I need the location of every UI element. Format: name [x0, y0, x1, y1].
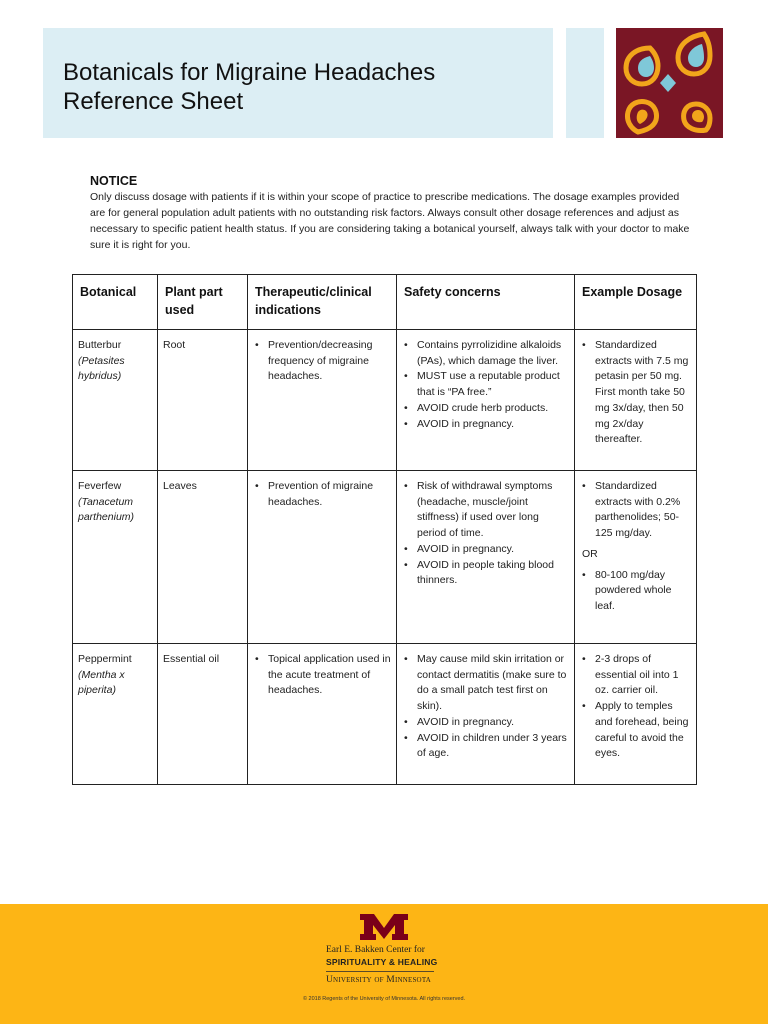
list-item: • AVOID in pregnancy. [402, 715, 569, 731]
list-item: • AVOID in pregnancy. [402, 542, 569, 558]
cell-botanical [73, 644, 158, 785]
cell-indications [248, 471, 397, 644]
page-title-line-1: Botanicals for Migraine Headaches [63, 59, 436, 86]
list-item: • Prevention/decreasing frequency of migraine headaches. [253, 338, 391, 385]
botanical-name: Peppermint [78, 653, 132, 665]
list-item: • May cause mild skin irritation or contact dermatitis (make sure to do a small patch test first on skin). [402, 652, 569, 715]
cell-plant-part: Essential oil [158, 644, 248, 785]
list-item: • Standardized extracts with 7.5 mg petasin per 50 mg. First month take 50 mg 3x/day, then 50 mg 2x/day thereafter. [580, 338, 691, 448]
botanical-name: Feverfew [78, 480, 122, 492]
title-banner [43, 28, 553, 138]
notice-section [90, 174, 690, 253]
list-item: • AVOID in people taking blood thinners. [402, 558, 569, 589]
column-header-botanical: Botanical [73, 275, 158, 330]
university-m-logo-icon [358, 912, 410, 947]
scientific-name: (Petasites hybridus) [78, 354, 125, 383]
column-header-plant-part: Plant part used [158, 275, 248, 330]
cell-dosage [575, 471, 697, 644]
notice-body: Only discuss dosage with patients if it is within your scope of practice to prescribe medications. The dosage examples provided are for general population adult patients with no outstanding risk factors. Always consult other dosage references and adjust as necessary to specific patient health status. If you are considering taking a botanical yourself, always talk with your doctor to make sure it is right for you. [90, 191, 690, 251]
list-item: • AVOID in children under 3 years of age. [402, 731, 569, 762]
list-item: • MUST use a reputable product that is “PA free.” [402, 369, 569, 400]
cell-dosage [575, 330, 697, 471]
list-item: • Risk of withdrawal symptoms (headache, muscle/joint stiffness) if used over long period of time. [402, 479, 569, 542]
cell-indications [248, 330, 397, 471]
table-header-row [73, 275, 697, 330]
footer-band [0, 904, 768, 1024]
cell-indications [248, 644, 397, 785]
notice-heading: NOTICE [90, 174, 138, 188]
dewdrop-pattern-logo-icon [616, 28, 723, 138]
page-title-line-2: Reference Sheet [63, 88, 244, 115]
org-name-line: Earl E. Bakken Center for [326, 945, 425, 955]
botanical-name: Butterbur [78, 339, 122, 351]
list-item: • Prevention of migraine headaches. [253, 479, 391, 510]
list-item: • Topical application used in the acute treatment of headaches. [253, 652, 391, 699]
column-header-dosage: Example Dosage [575, 275, 697, 330]
header-accent-block [566, 28, 604, 138]
cell-plant-part: Leaves [158, 471, 248, 644]
cell-safety [397, 330, 575, 471]
cell-botanical [73, 471, 158, 644]
university-name: University of Minnesota [326, 975, 431, 985]
cell-safety [397, 644, 575, 785]
org-divider [326, 971, 434, 972]
column-header-safety: Safety concerns [397, 275, 575, 330]
list-item: • Apply to temples and forehead, being careful to avoid the eyes. [580, 699, 691, 762]
cell-safety [397, 471, 575, 644]
scientific-name: (Mentha x piperita) [78, 668, 125, 697]
table-row-butterbur [73, 330, 697, 471]
copyright-notice: © 2018 Regents of the University of Minnesota. All rights reserved. [302, 996, 466, 1002]
scientific-name: (Tanacetum parthenium) [78, 495, 135, 524]
list-item: • AVOID crude herb products. [402, 401, 569, 417]
list-item: • Contains pyrrolizidine alkaloids (PAs), which damage the liver. [402, 338, 569, 369]
cell-botanical [73, 330, 158, 471]
table-row-feverfew [73, 471, 697, 644]
org-name-emphasis: SPIRITUALITY & HEALING [326, 957, 438, 967]
table-row-peppermint [73, 644, 697, 785]
botanicals-reference-table [72, 274, 697, 785]
list-item: • 80-100 mg/day powdered whole leaf. [580, 568, 691, 615]
cell-plant-part: Root [158, 330, 248, 471]
column-header-indications: Therapeutic/clinical indications [248, 275, 397, 330]
list-item: • 2-3 drops of essential oil into 1 oz. carrier oil. [580, 652, 691, 699]
cell-dosage [575, 644, 697, 785]
list-item: • Standardized extracts with 0.2% parthenolides; 50-125 mg/day. [580, 479, 691, 542]
dosage-or-separator: OR [582, 547, 598, 560]
list-item: • AVOID in pregnancy. [402, 417, 569, 433]
